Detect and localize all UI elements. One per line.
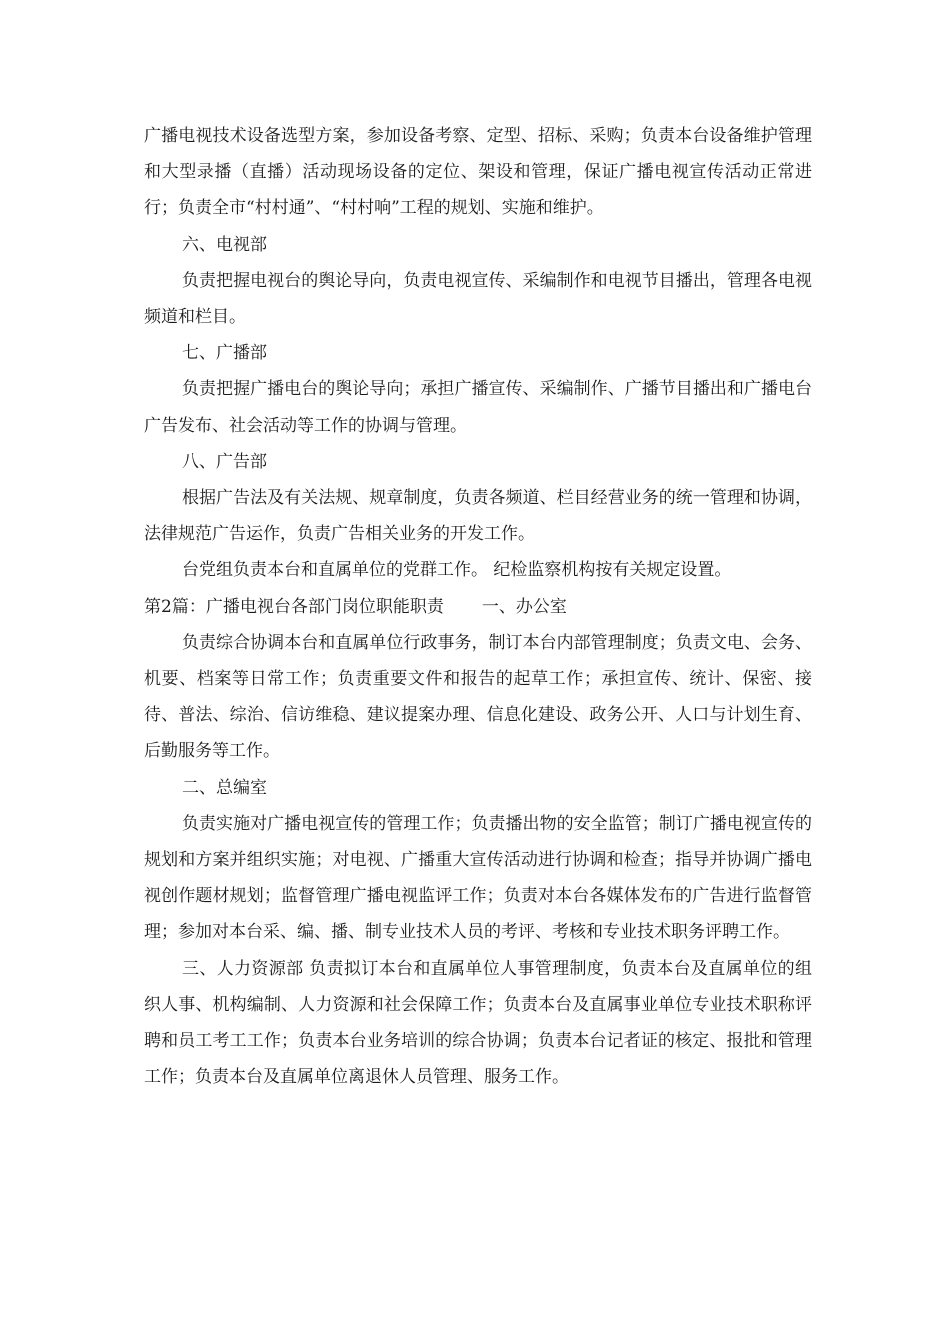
- paragraph-ad-department: 根据广告法及有关法规、规章制度，负责各频道、栏目经营业务的统一管理和协调，法律规范广告运作，负责广告相关业务的开发工作。: [144, 488, 812, 545]
- paragraph-tech-equipment: 广播电视技术设备选型方案，参加设备考察、定型、招标、采购；负责本台设备维护管理和大型录播（直播）活动现场设备的定位、架设和管理，保证广播电视宣传活动正常进行；负责全市“村村通”、“村村响”工程的规划、实施和维护。: [144, 126, 812, 219]
- paragraph-party-work: 台党组负责本台和直属单位的党群工作。 纪检监察机构按有关规定设置。: [182, 560, 732, 581]
- heading-tv-department: 六、电视部: [182, 234, 267, 255]
- heading-office: 一、办公室: [481, 596, 567, 617]
- heading-chief-editor-office: 二、总编室: [182, 777, 267, 798]
- heading-ad-department: 八、广告部: [182, 451, 267, 472]
- section-2-title-line: [144, 589, 812, 625]
- paragraph-chief-editor-office: 负责实施对广播电视宣传的管理工作；负责播出物的安全监管；制订广播电视宣传的规划和方案并组织实施；对电视、广播重大宣传活动进行协调和检查；指导并协调广播电视创作题材规划；监督管理广播电视监评工作；负责对本台各媒体发布的广告进行监督管理；参加对本台采、编、播、制专业技术人员的考评、考核和专业技术职务评聘工作。: [144, 813, 812, 943]
- document-body: [144, 118, 812, 1095]
- paragraph-office: 负责综合协调本台和直属单位行政事务，制订本台内部管理制度；负责文电、会务、机要、档案等日常工作；负责重要文件和报告的起草工作；承担宣传、统计、保密、接待、普法、综治、信访维稳、建议提案办理、信息化建设、政务公开、人口与计划生育、后勤服务等工作。: [144, 632, 812, 762]
- text-hr-department: 负责拟订本台和直属单位人事管理制度，负责本台及直属单位的组织人事、机构编制、人力资源和社会保障工作；负责本台及直属事业单位专业技术职称评聘和员工考工工作；负责本台业务培训的综合协调；负责本台记者证的核定、报批和管理工作；负责本台及直属单位离退休人员管理、服务工作。: [144, 958, 813, 1088]
- section-2-title: 第2篇：广播电视台各部门岗位职能职责: [144, 596, 444, 617]
- heading-radio-department: 七、广播部: [182, 343, 267, 364]
- paragraph-radio-department: 负责把握广播电台的舆论导向；承担广播宣传、采编制作、广播节目播出和广播电台广告发布、社会活动等工作的协调与管理。: [144, 379, 812, 436]
- paragraph-hr-department: [144, 951, 812, 1096]
- heading-hr-department: 三、人力资源部: [182, 958, 304, 979]
- paragraph-tv-department: 负责把握电视台的舆论导向，负责电视宣传、采编制作和电视节目播出，管理各电视频道和栏目。: [144, 270, 812, 328]
